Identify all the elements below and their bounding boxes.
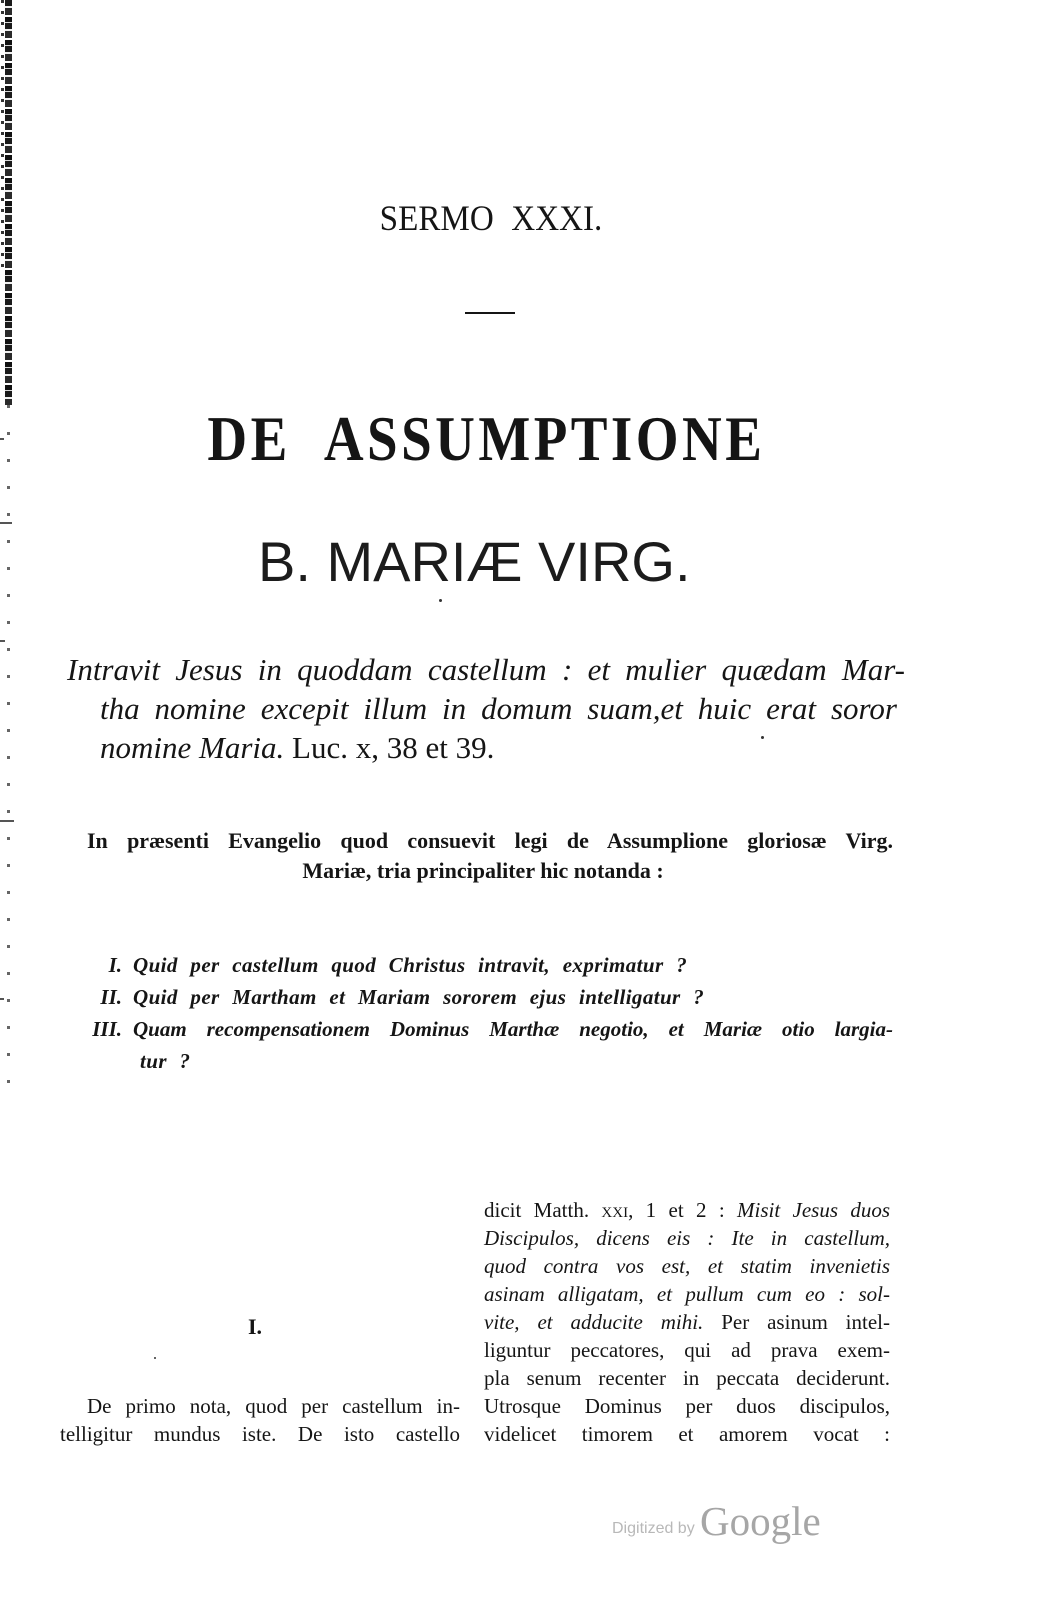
print-speck: [439, 599, 442, 602]
right-column-line: quod contra vos est, et statim invenietis: [484, 1254, 890, 1278]
title-block: [0, 403, 972, 474]
right-column-line: Discipulos, dicens eis : Ite in castellum,: [484, 1226, 890, 1250]
epigraph-line: Intravit Jesus in quoddam castellum : et mulier quædam Mar-: [67, 652, 905, 687]
heading-rule: [465, 312, 515, 314]
binding-dotted-marks: [7, 405, 10, 1105]
column-text: Per asinum intel-: [721, 1310, 890, 1334]
column-quote: vite, et adducite mihi.: [484, 1310, 704, 1334]
sermon-heading: [0, 200, 982, 236]
left-column-line: De primo nota, quod per castellum in-: [87, 1394, 460, 1418]
right-column-line: [484, 1196, 890, 1224]
binding-edge-marks: [0, 0, 18, 1120]
right-column: [484, 1196, 890, 1448]
binding-tick: [0, 522, 12, 524]
epigraph-text: nomine Maria.: [100, 730, 285, 765]
question-numeral: I.: [108, 953, 122, 977]
intro-line: Mariæ, tria principaliter hic notanda :: [302, 858, 664, 883]
right-column-line: pla senum recenter in peccata deciderunt.: [484, 1366, 890, 1390]
binding-tick: [0, 998, 4, 1000]
binding-tick: [0, 640, 5, 642]
question-numeral: II.: [100, 985, 122, 1009]
right-column-line: Utrosque Dominus per duos discipulos,: [484, 1394, 890, 1418]
sermon-number: SERMO XXXI.: [379, 198, 603, 238]
right-column-line: [484, 1308, 890, 1336]
right-column-line: liguntur peccatores, qui ad prava exem-: [484, 1338, 890, 1362]
feast-subtitle: B. MARIÆ VIRG.: [258, 530, 691, 593]
scripture-reference: Luc. x, 38 et 39.: [292, 730, 495, 765]
epigraph-line: tha nomine excepit illum in domum suam,et huic erat soror: [100, 691, 897, 726]
right-column-line: asinam alligatam, et pullum cum eo : sol-: [484, 1282, 890, 1306]
print-speck: [761, 736, 764, 739]
epigraph-line: [100, 728, 494, 767]
watermark-prefix: Digitized by: [612, 1520, 695, 1537]
section-numeral: I.: [247, 1314, 263, 1339]
question-text: Quid per castellum quod Christus intravit, exprimatur ?: [133, 953, 688, 977]
question-text: Quam recompensationem Dominus Marthæ negotio, et Mariæ otio largia-: [133, 1017, 893, 1041]
column-text: dicit Matth.: [484, 1198, 590, 1222]
print-speck: [154, 1357, 156, 1359]
question-text-continued: tur ?: [140, 1049, 191, 1073]
question-text: Quid per Martham et Mariam sororem ejus intelligatur ?: [133, 985, 705, 1009]
right-column-line: videlicet timorem et amorem vocat :: [484, 1422, 890, 1446]
column-quote: Misit Jesus duos: [737, 1198, 891, 1222]
column-text: , 1 et 2 :: [628, 1198, 725, 1222]
intro-line: In præsenti Evangelio quod consuevit legi de Assumplione gloriosæ Virg.: [87, 828, 893, 853]
question-numeral: III.: [92, 1017, 122, 1041]
column-text: xxi: [601, 1198, 629, 1222]
left-column-line: telligitur mundus iste. De isto castello: [60, 1422, 460, 1446]
feast-title: DE ASSUMPTIONE: [207, 403, 765, 474]
google-watermark-logo: Google: [700, 1498, 821, 1544]
binding-tick: [0, 820, 14, 822]
